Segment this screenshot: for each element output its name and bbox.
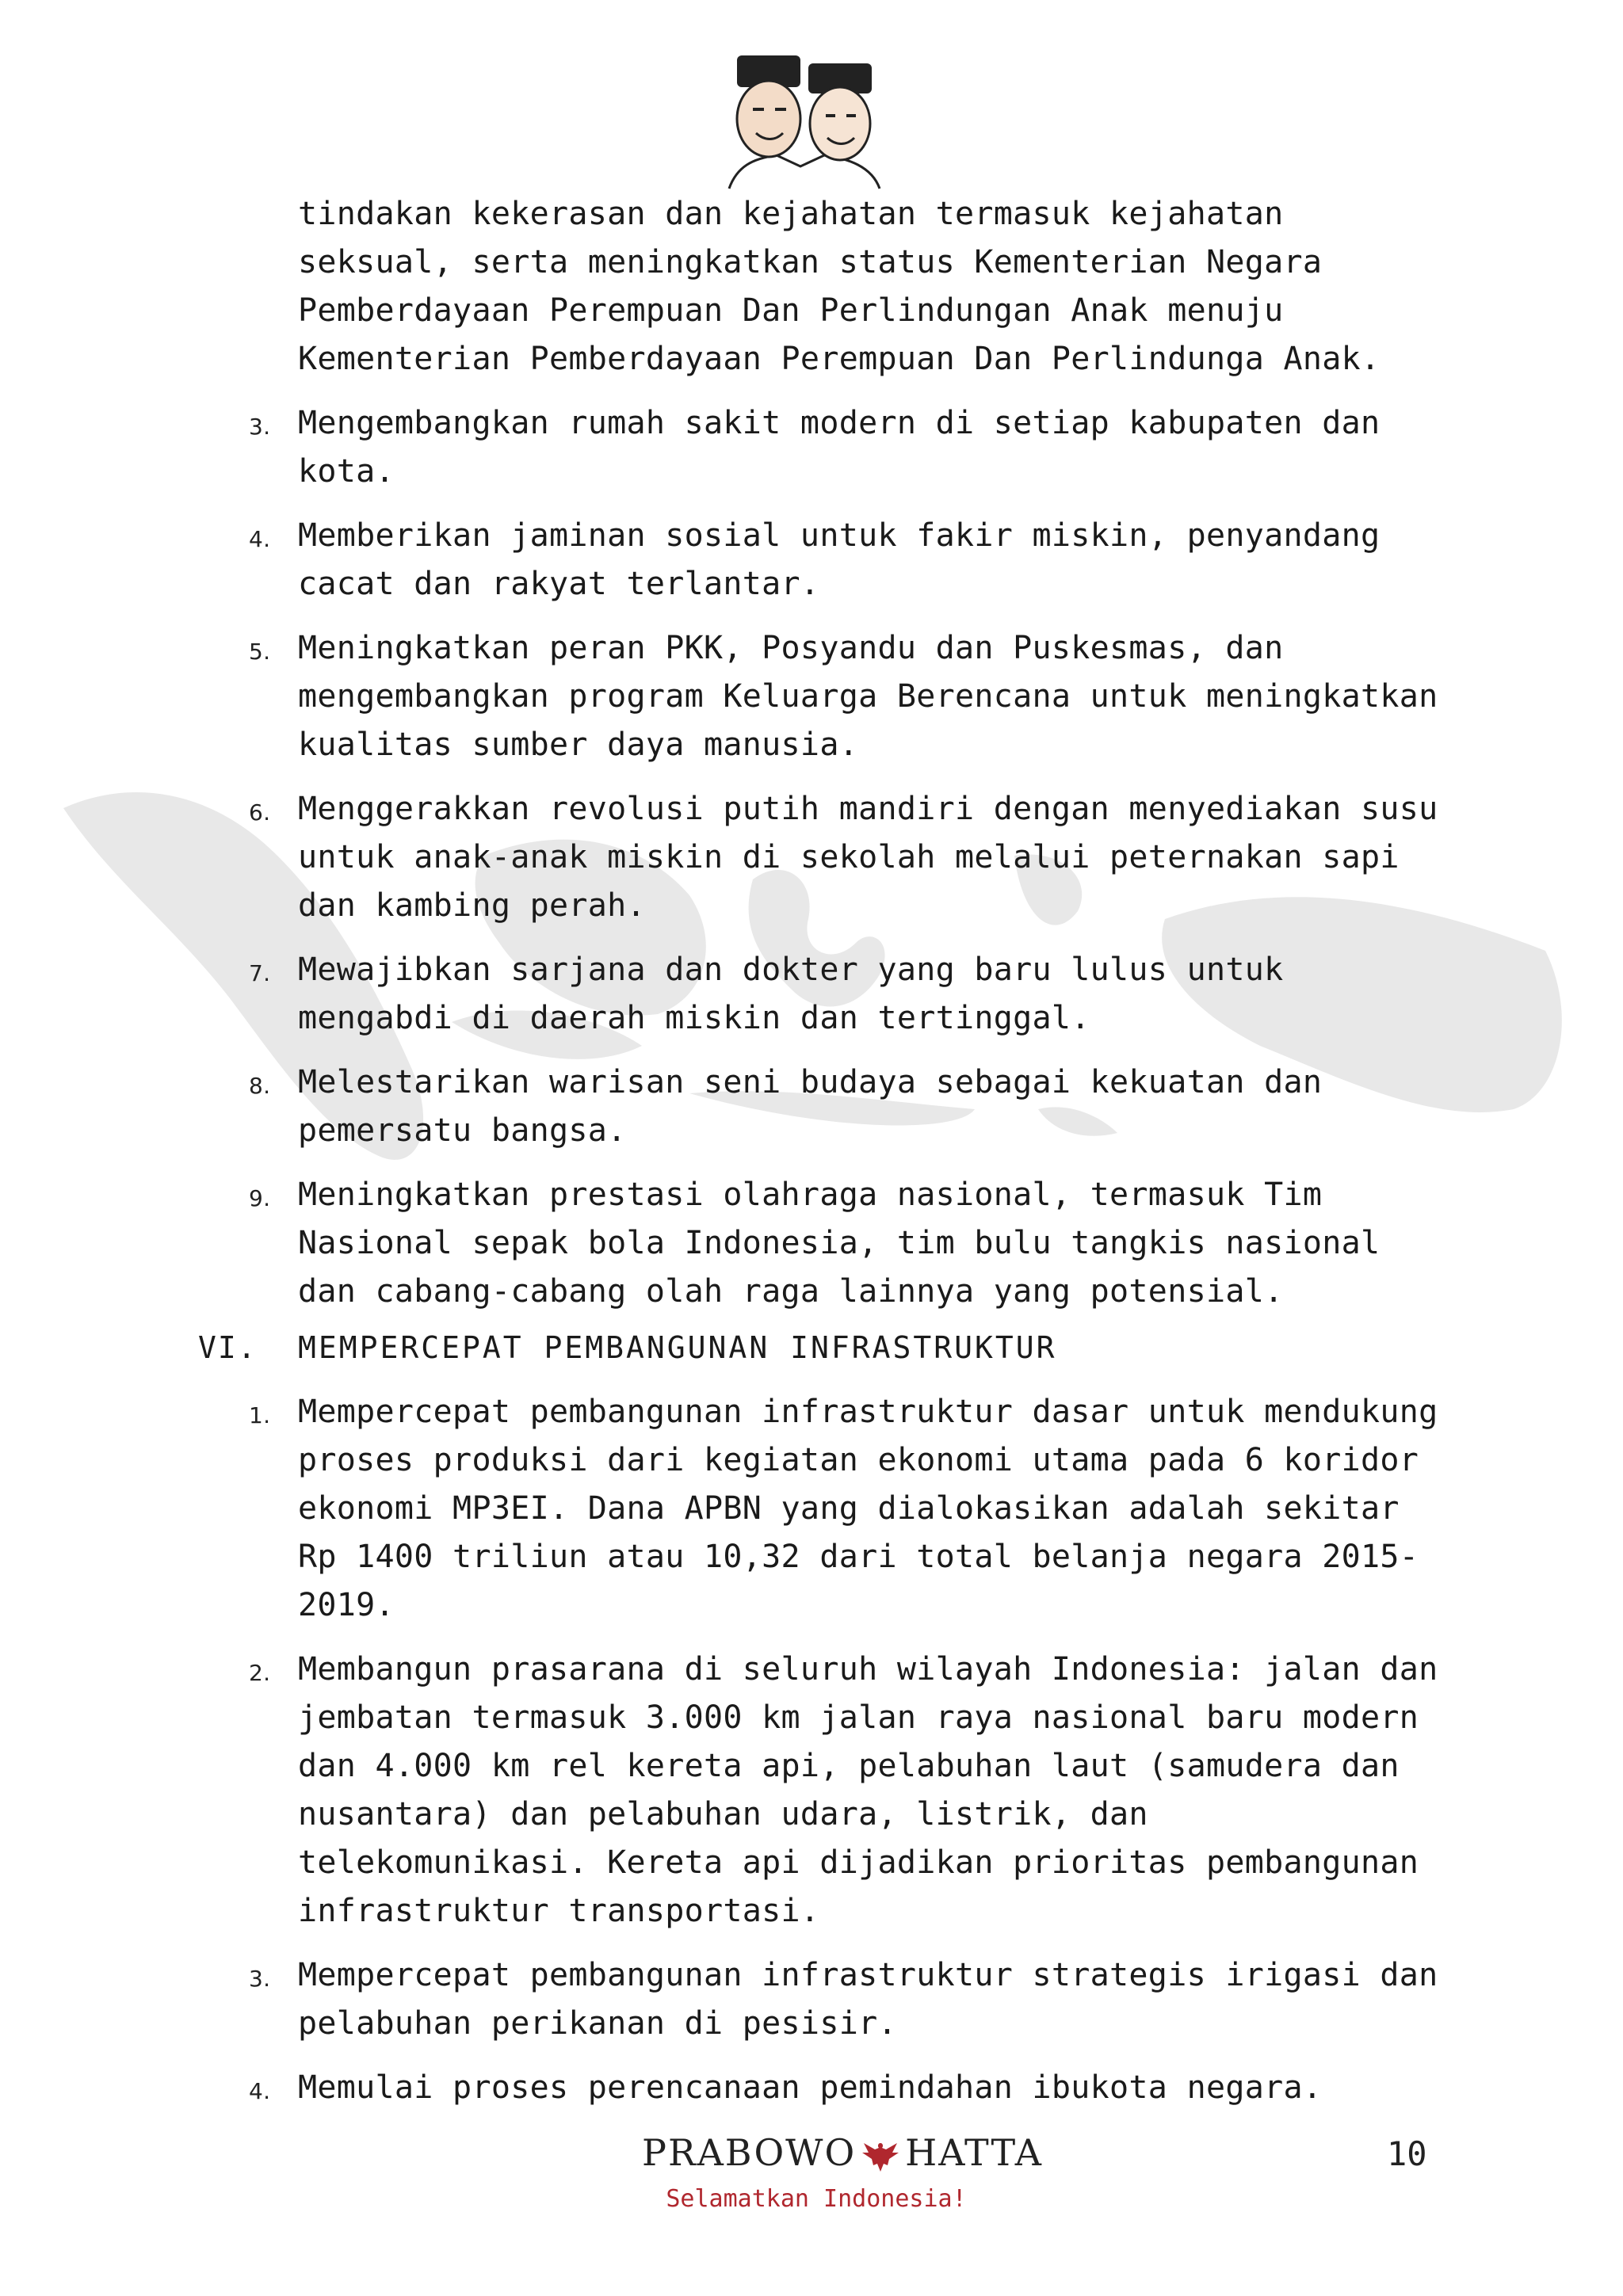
list-item-number: 6. xyxy=(249,799,271,826)
list-item xyxy=(198,785,1450,930)
list-item-text: Menggerakkan revolusi putih mandiri dengan menyediakan susu untuk anak-anak miskin di sekolah melalui peternakan sapi dan kambing perah. xyxy=(298,791,1438,924)
list-item xyxy=(198,1646,1450,1936)
section-heading xyxy=(198,1324,1450,1372)
section-number: VI. xyxy=(198,1330,258,1365)
intro-paragraph: tindakan kekerasan dan kejahatan termasuk kejahatan seksual, serta meningkatkan status Kementerian Negara Pemberdayaan Perempuan Dan Perlindungan Anak menuju Kementerian Pemberdayaan Perempuan Dan Perlindunga Anak. xyxy=(298,196,1381,377)
page-number: 10 xyxy=(1387,2134,1427,2173)
list-item-text: Mempercepat pembangunan infrastruktur dasar untuk mendukung proses produksi dari kegiatan ekonomi utama pada 6 koridor ekonomi MP3EI. Dana APBN yang dialokasikan adalah sekitar Rp 1400 triliun atau 10,32 dari total belanja negara 2015-2019. xyxy=(298,1394,1438,1623)
list-item-text: Meningkatkan peran PKK, Posyandu dan Puskesmas, dan mengembangkan program Keluarga Berencana untuk meningkatkan kualitas sumber daya manusia. xyxy=(298,630,1438,763)
list-item xyxy=(198,1388,1450,1630)
list-item-number: 5. xyxy=(249,639,271,665)
list-item-text: Memberikan jaminan sosial untuk fakir miskin, penyandang cacat dan rakyat terlantar. xyxy=(298,517,1381,602)
list-item-text: Meningkatkan prestasi olahraga nasional, termasuk Tim Nasional sepak bola Indonesia, tim bulu tangkis nasional dan cabang-cabang olah raga lainnya yang potensial. xyxy=(298,1177,1381,1310)
document-body xyxy=(198,190,1450,2112)
candidates-portrait-icon xyxy=(721,48,888,190)
list-item xyxy=(198,624,1450,769)
list-item xyxy=(198,399,1450,496)
tagline: Selamatkan Indonesia! xyxy=(666,2185,967,2213)
page-footer xyxy=(0,2131,1623,2242)
list-item-number: 9. xyxy=(249,1185,271,1211)
list-item-number: 4. xyxy=(249,2078,271,2104)
list-item-number: 3. xyxy=(249,1966,271,1992)
list-item xyxy=(198,1951,1450,2048)
list-item xyxy=(198,1171,1450,1316)
list-item-text: Melestarikan warisan seni budaya sebagai kekuatan dan pemersatu bangsa. xyxy=(298,1064,1323,1149)
list-item-number: 3. xyxy=(249,414,271,440)
list-item-text: Mempercepat pembangunan infrastruktur strategis irigasi dan pelabuhan perikanan di pesisir. xyxy=(298,1957,1438,2042)
brand-right: HATTA xyxy=(905,2131,1043,2174)
list-item-number: 8. xyxy=(249,1073,271,1099)
list-item-number: 7. xyxy=(249,960,271,986)
brand-logo xyxy=(642,2131,1043,2174)
list-item-text: Memulai proses perencanaan pemindahan ibukota negara. xyxy=(298,2069,1323,2106)
list-item xyxy=(198,512,1450,608)
list-item-number: 4. xyxy=(249,526,271,552)
list-item-number: 1. xyxy=(249,1402,271,1428)
garuda-icon xyxy=(861,2138,900,2173)
list-item xyxy=(198,946,1450,1043)
list-item xyxy=(198,2064,1450,2112)
list-item-text: Mewajibkan sarjana dan dokter yang baru lulus untuk mengabdi di daerah miskin dan tertinggal. xyxy=(298,952,1284,1036)
brand-left: PRABOWO xyxy=(642,2131,857,2174)
section-title: MEMPERCEPAT PEMBANGUNAN INFRASTRUKTUR xyxy=(298,1330,1057,1365)
list-item xyxy=(198,1058,1450,1155)
list-item-number: 2. xyxy=(249,1660,271,1686)
list-item-text: Mengembangkan rumah sakit modern di setiap kabupaten dan kota. xyxy=(298,405,1381,490)
list-item-text: Membangun prasarana di seluruh wilayah Indonesia: jalan dan jembatan termasuk 3.000 km jalan raya nasional baru modern dan 4.000 km rel kereta api, pelabuhan laut (samudera dan nusantara) dan pelabuhan udara, listrik, dan telekomunikasi. Kereta api dijadikan prioritas pembangunan infrastruktur transportasi. xyxy=(298,1651,1438,1929)
